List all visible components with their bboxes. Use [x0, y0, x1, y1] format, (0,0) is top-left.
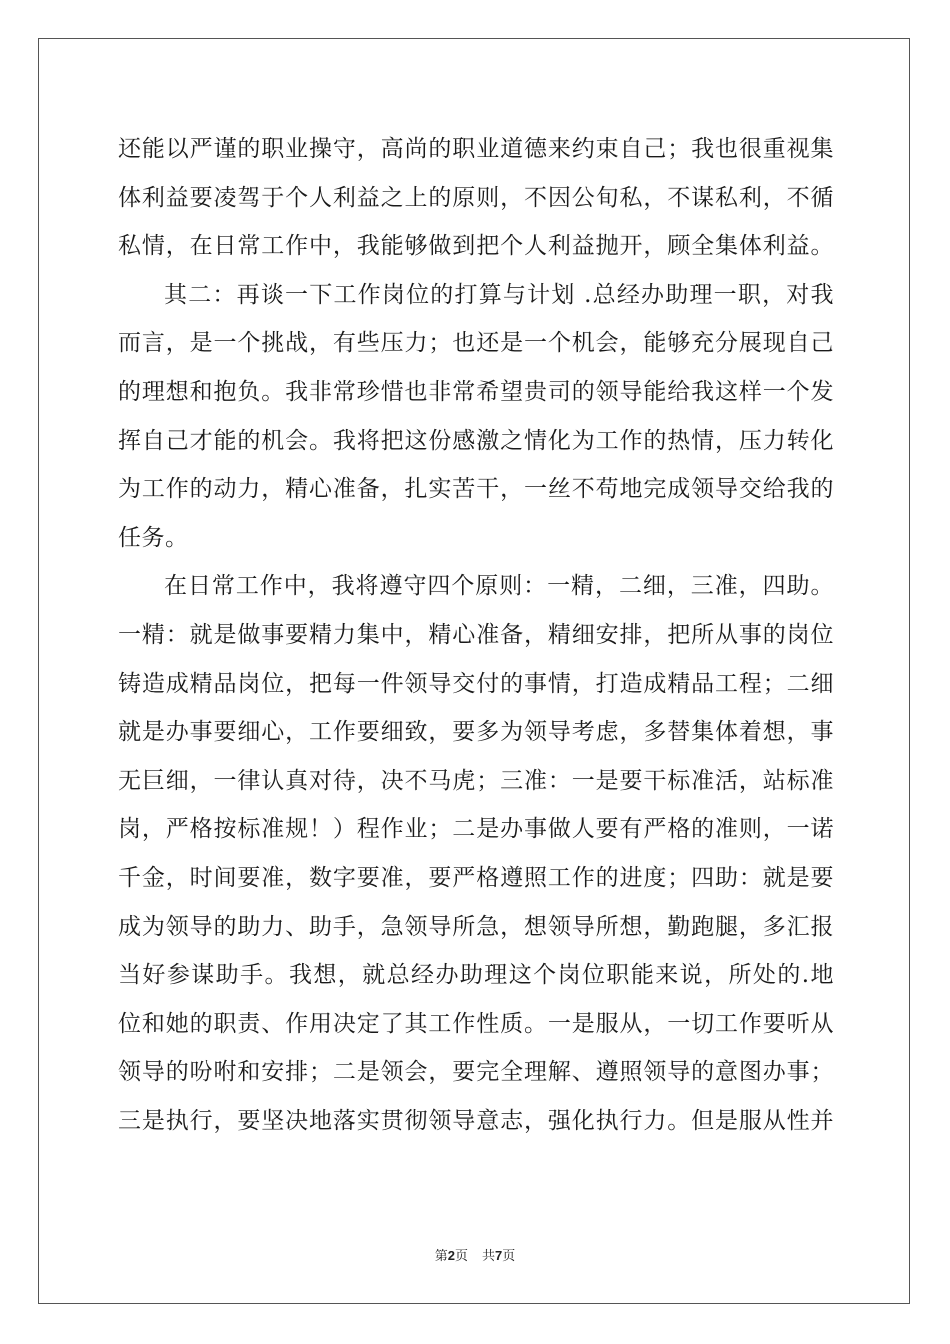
text-line: 成为领导的助力、助手，急领导所急，想领导所想，勤跑腿，多汇报 [118, 913, 834, 940]
text-line: 而言，是一个挑战，有些压力；也还是一个机会，能够充分展现自己 [118, 330, 834, 357]
text-line: 三是执行，要坚决地落实贯彻领导意志，强化执行力。但是服从性并 [118, 1107, 834, 1134]
page-footer [0, 1245, 950, 1264]
text-line: 其二：再谈一下工作岗位的打算与计划 .总经办助理一职，对我 [164, 281, 834, 308]
text-line: 铸造成精品岗位，把每一件领导交付的事情，打造成精品工程；二细 [118, 670, 834, 697]
text-line: 为工作的动力，精心准备，扎实苦干，一丝不苟地完成领导交给我的 [118, 476, 834, 503]
page-label-suffix: 页 [454, 1249, 468, 1264]
text-line: 任务。 [118, 524, 189, 551]
page-label-prefix: 第 [434, 1249, 448, 1264]
total-pages: 7 [495, 1248, 503, 1263]
text-line: 岗，严格按标准规！）程作业；二是办事做人要有严格的准则，一诺 [118, 816, 834, 843]
text-line: 的理想和抱负。我非常珍惜也非常希望贵司的领导能给我这样一个发 [118, 378, 834, 405]
text-line: 位和她的职责、作用决定了其工作性质。一是服从，一切工作要听从 [118, 1010, 834, 1037]
text-line: 私情，在日常工作中，我能够做到把个人利益抛开，顾全集体利益。 [118, 233, 834, 260]
text-line: 千金，时间要准，数字要准，要严格遵照工作的进度；四助：就是要 [118, 864, 834, 891]
total-label-suffix: 页 [502, 1249, 516, 1264]
text-line: 体利益要凌驾于个人利益之上的原则，不因公旬私，不谋私利，不循 [118, 184, 834, 211]
text-line: 一精：就是做事要精力集中，精心准备，精细安排，把所从事的岗位 [118, 621, 834, 648]
text-line: 无巨细，一律认真对待，决不马虎；三准：一是要干标准活，站标准 [118, 767, 834, 794]
text-line: 领导的吩咐和安排；二是领会，要完全理解、遵照领导的意图办事； [118, 1059, 834, 1086]
body-text [118, 125, 834, 1145]
text-line: 就是办事要细心，工作要细致，要多为领导考虑，多替集体着想，事 [118, 719, 834, 746]
page-number: 2 [447, 1248, 455, 1263]
text-line: 当好参谋助手。我想，就总经办助理这个岗位职能来说，所处的.地 [118, 962, 834, 989]
text-line: 还能以严谨的职业操守，高尚的职业道德来约束自己；我也很重视集 [118, 136, 834, 162]
total-label-prefix: 共 [482, 1249, 496, 1264]
text-line: 挥自己才能的机会。我将把这份感激之情化为工作的热情，压力转化 [118, 427, 834, 454]
text-line: 在日常工作中，我将遵守四个原则：一精，二细，三准，四助。 [164, 573, 834, 600]
